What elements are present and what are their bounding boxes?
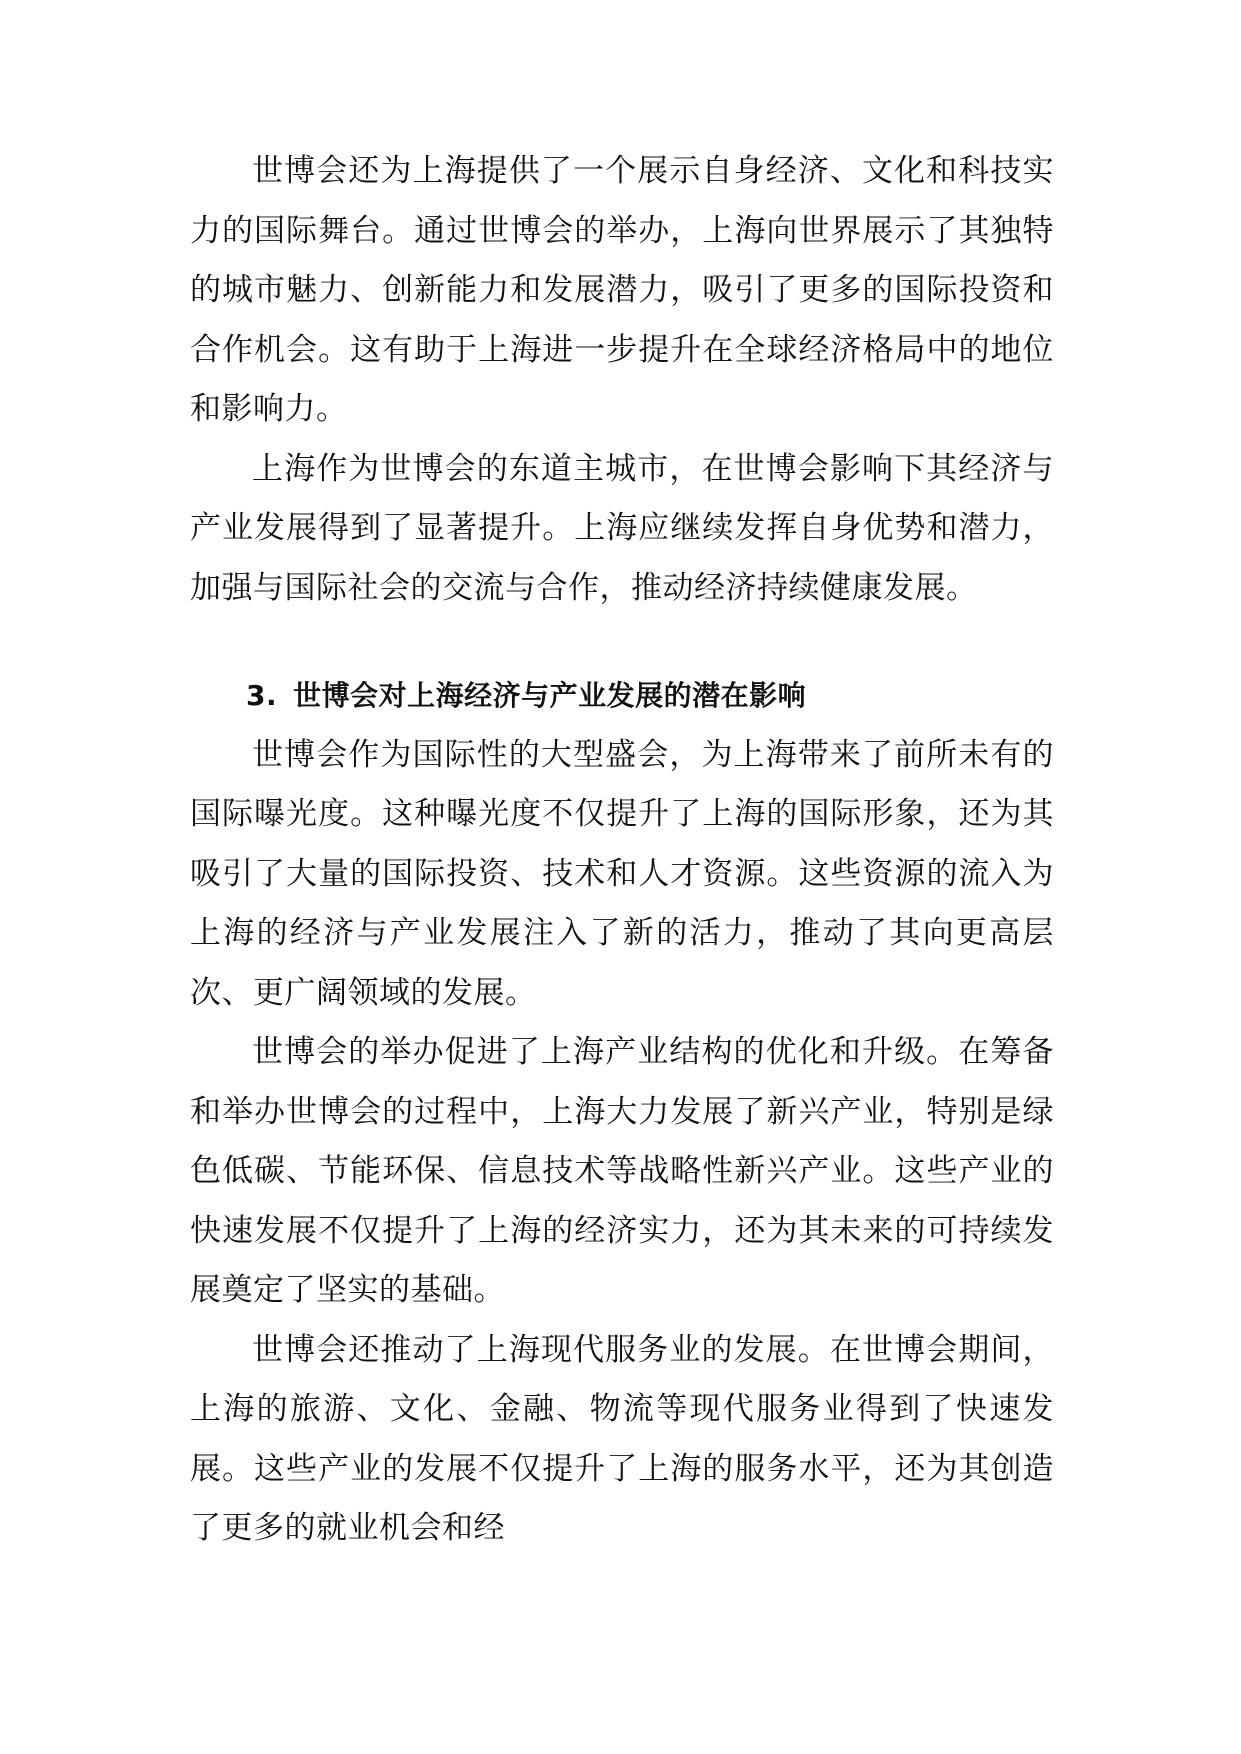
document-body [190,142,1054,1559]
body-paragraph: 世博会还推动了上海现代服务业的发展。在世博会期间，上海的旅游、文化、金融、物流等现代服务业得到了快速发展。这些产业的发展不仅提升了上海的服务水平，还为其创造了更多的就业机会和经 [190,1331,1054,1546]
section-number: 3. [246,679,278,712]
section-title: 世博会对上海经济与产业发展的潜在影响 [293,679,807,712]
body-paragraph: 上海作为世博会的东道主城市，在世博会影响下其经济与产业发展得到了显著提升。上海应继续发挥自身优势和潜力，加强与国际社会的交流与合作，推动经济持续健康发展。 [190,450,1054,606]
section-heading [190,666,1054,726]
body-paragraph: 世博会作为国际性的大型盛会，为上海带来了前所未有的国际曝光度。这种曝光度不仅提升了上海的国际形象，还为其吸引了大量的国际投资、技术和人才资源。这些资源的流入为上海的经济与产业发展注入了新的活力，推动了其向更高层次、更广阔领域的发展。 [190,736,1054,1011]
body-paragraph: 世博会还为上海提供了一个展示自身经济、文化和科技实力的国际舞台。通过世博会的举办，上海向世界展示了其独特的城市魅力、创新能力和发展潜力，吸引了更多的国际投资和合作机会。这有助于上海进一步提升在全球经济格局中的地位和影响力。 [190,153,1054,427]
body-paragraph: 世博会的举办促进了上海产业结构的优化和升级。在筹备和举办世博会的过程中，上海大力发展了新兴产业，特别是绿色低碳、节能环保、信息技术等战略性新兴产业。这些产业的快速发展不仅提升了上海的经济实力，还为其未来的可持续发展奠定了坚实的基础。 [190,1034,1054,1308]
